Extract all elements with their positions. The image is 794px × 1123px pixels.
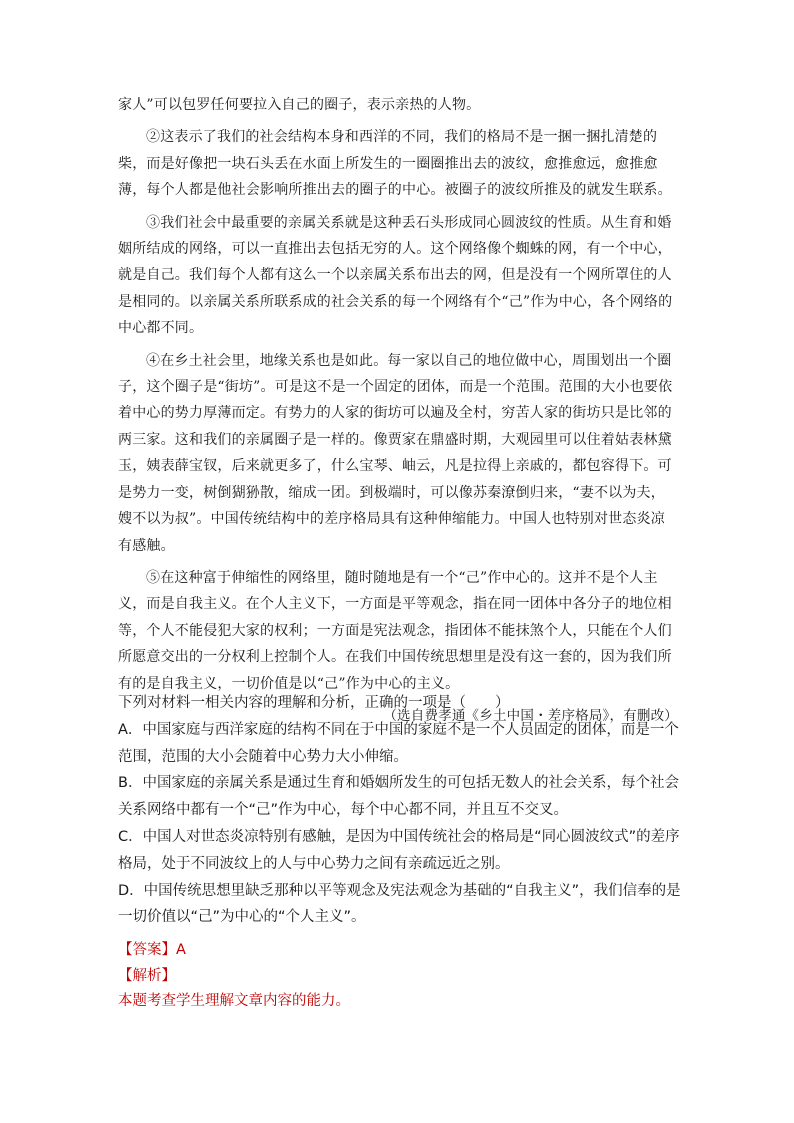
answer-block <box>118 938 684 1015</box>
question-block <box>118 690 684 931</box>
passage-paragraph-2: ②这表示了我们的社会结构本身和西洋的不同，我们的格局不是一捆一捆扎清楚的柴，而是好像把一块石头丢在水面上所发生的一圈圈推出去的波纹，愈推愈远，愈推愈薄，每个人都是他社会影响所推出去的圈子的中心。被圈子的波纹所推及的就发生联系。 <box>118 129 672 199</box>
analysis-label: 【解析】 <box>118 967 176 984</box>
answer-label: 【答案】A <box>118 942 186 958</box>
reading-passage <box>118 92 678 735</box>
analysis-text: 本题考查学生理解文章内容的能力。 <box>118 993 350 1010</box>
option-c: C．中国人对世态炎凉特别有感触，是因为中国传统社会的格局是“同心圆波纹式”的差序格局，处于不同波纹上的人与中心势力之间有亲疏远近之别。 <box>118 828 680 872</box>
passage-paragraph-5: ⑤在这种富于伸缩性的网络里，随时随地是有一个“己”作中心的。这并不是个人主义，而是自我主义。在个人主义下，一方面是平等观念，指在同一团体中各分子的地位相等，个人不能侵犯大家的权利；一方面是宪法观念，指团体不能抹煞个人，只能在个人们所愿意交出的一分权利上控制个人。在我们中国传统思想里是没有这一套的，因为我们所有的是自我主义，一切价值是以“己”作为中心的主义。 <box>118 569 672 692</box>
option-a: A．中国家庭与西洋家庭的结构不同在于中国的家庭不是一个人员固定的团体，而是一个范围，范围的大小会随着中心势力大小伸缩。 <box>118 721 679 765</box>
passage-paragraph-fragment: 家人”可以包罗任何要拉入自己的圈子，表示亲热的人物。 <box>118 97 481 113</box>
question-stem: 下列对材料一相关内容的理解和分析，正确的一项是（ ） <box>118 695 510 711</box>
option-b: B．中国家庭的亲属关系是通过生育和婚姻所发生的可包括无数人的社会关系，每个社会关系网络中都有一个“己”作为中心，每个中心都不同，并且互不交叉。 <box>118 775 679 819</box>
passage-paragraph-3: ③我们社会中最重要的亲属关系就是这种丢石头形成同心圆波纹的性质。从生育和婚姻所结成的网络，可以一直推出去包括无穷的人。这个网络像个蜘蛛的网，有一个中心，就是自己。我们每个人都有这么一个以亲属关系布出去的网，但是没有一个网所罩住的人是相同的。以亲属关系所联系成的社会关系的每一个网络有个“己”作为中心，各个网络的中心都不同。 <box>118 214 673 337</box>
passage-source: （选自费孝通《乡土中国・差序格局》，有删改） <box>383 707 678 724</box>
passage-paragraph-4: ④在乡土社会里，地缘关系也是如此。每一家以自己的地位做中心，周围划出一个圈子，这个圈子是“街坊”。可是这不是一个固定的团体，而是一个范围。范围的大小也要依着中心的势力厚薄而定。有势力的人家的街坊可以遍及全村，穷苦人家的街坊只是比邻的两三家。这和我们的亲属圈子是一样的。像贾家在鼎盛时期，大观园里可以住着姑表林黛玉，姨表薛宝钗，后来就更多了，什么宝琴、岫云，凡是拉得上亲戚的，都包容得下。可是势力一变，树倒猢狲散，缩成一团。到极端时，可以像苏秦潦倒归来，“妻不以为夫，嫂不以为叔”。中国传统结构中的差序格局具有这种伸缩能力。中国人也特别对世态炎凉有感触。 <box>118 352 673 554</box>
option-d: D．中国传统思想里缺乏那种以平等观念及宪法观念为基础的“自我主义”，我们信奉的是一切价值以“己”为中心的“个人主义”。 <box>118 882 681 926</box>
